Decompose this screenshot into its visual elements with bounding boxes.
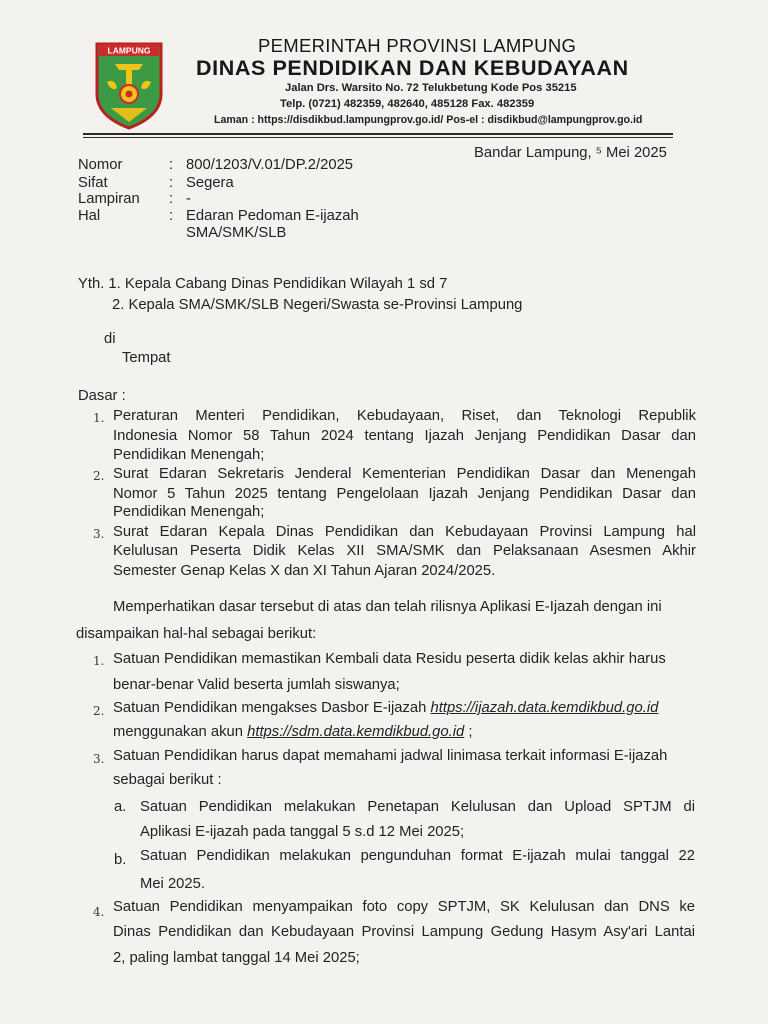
meta-colon: : xyxy=(169,208,174,224)
meta-label-sifat: Sifat xyxy=(78,175,108,191)
point-2-text: Satuan Pendidikan mengakses Dasbor E-ijazah xyxy=(113,700,431,716)
web-email-line: Laman : https://disdikbud.lampungprov.go.id/ Pos-el : disdikbud@lampungprov.go.id xyxy=(214,114,643,126)
point-4-line-1: Satuan Pendidikan menyampaikan foto copy SPTJM, SK Kelulusan dan DNS ke xyxy=(113,899,695,915)
list-letter: b. xyxy=(114,852,127,868)
phone-line: Telp. (0721) 482359, 482640, 485128 Fax. 482359 xyxy=(280,98,535,110)
meta-value-hal: Edaran Pedoman E-ijazah xyxy=(186,208,359,224)
letterhead-rule-thick xyxy=(83,133,673,135)
government-name: PEMERINTAH PROVINSI LAMPUNG xyxy=(258,35,577,56)
list-number: 3. xyxy=(93,752,105,766)
address-line: Jalan Drs. Warsito No. 72 Telukbetung Kode Pos 35215 xyxy=(285,82,577,94)
point-2-end: ; xyxy=(464,724,473,740)
meta-value-hal-line2: SMA/SMK/SLB xyxy=(186,225,287,241)
meta-value-lampiran: - xyxy=(186,191,191,207)
point-2-text-2: menggunakan akun xyxy=(113,724,248,740)
dasar-item-2-line-2: Nomor 5 Tahun 2025 tentang Pengelolaan Ijazah Jenjang Pendidikan Dasar dan xyxy=(113,486,696,502)
list-number: 2. xyxy=(93,704,105,718)
point-2-line-1 xyxy=(113,700,658,716)
agency-name: DINAS PENDIDIKAN DAN KEBUDAYAAN xyxy=(196,56,629,80)
letterhead-rule-thin xyxy=(83,137,673,138)
meta-label-nomor: Nomor xyxy=(78,157,123,173)
point-3b-line-2: Mei 2025. xyxy=(140,876,205,892)
sdm-account-link[interactable]: https://sdm.data.kemdikbud.go.id xyxy=(247,724,465,740)
point-1-line-1: Satuan Pendidikan memastikan Kembali data Residu peserta didik kelas akhir harus xyxy=(113,651,666,667)
list-number: 3. xyxy=(93,527,105,541)
point-3b-line-1: Satuan Pendidikan melakukan pengunduhan format E-ijazah mulai tanggal 22 xyxy=(140,848,695,864)
meta-label-hal: Hal xyxy=(78,208,101,224)
dasar-item-3-line-1: Surat Edaran Kepala Dinas Pendidikan dan Kebudayaan Provinsi Lampung hal xyxy=(113,524,696,540)
list-number: 2. xyxy=(93,469,105,483)
ijazah-dashboard-link[interactable]: https://ijazah.data.kemdikbud.go.id xyxy=(430,700,659,716)
list-number: 4. xyxy=(93,905,105,919)
list-letter: a. xyxy=(114,799,127,815)
lampung-coat-of-arms-logo xyxy=(93,38,165,130)
meta-label-lampiran: Lampiran xyxy=(78,191,140,207)
point-3a-line-2: Aplikasi E-ijazah pada tanggal 5 s.d 12 Mei 2025; xyxy=(140,824,465,840)
intro-line-1: Memperhatikan dasar tersebut di atas dan telah rilisnya Aplikasi E-Ijazah dengan ini xyxy=(113,599,662,615)
point-3-line-1: Satuan Pendidikan harus dapat memahami jadwal linimasa terkait informasi E-ijazah xyxy=(113,748,668,764)
meta-value-nomor: 800/1203/V.01/DP.2/2025 xyxy=(186,157,354,173)
dasar-item-2-line-3: Pendidikan Menengah; xyxy=(113,504,265,520)
dasar-item-1-line-2: Indonesia Nomor 58 Tahun 2024 tentang Ijazah Jenjang Pendidikan Dasar dan xyxy=(113,428,696,444)
list-number: 1. xyxy=(93,411,105,425)
dasar-heading: Dasar : xyxy=(78,388,126,404)
recipient-line-1: Yth. 1. Kepala Cabang Dinas Pendidikan Wilayah 1 sd 7 xyxy=(78,276,448,292)
intro-line-2: disampaikan hal-hal sebagai berikut: xyxy=(76,626,317,642)
recipient-tempat: Tempat xyxy=(122,350,171,366)
dasar-item-1-line-3: Pendidikan Menengah; xyxy=(113,447,265,463)
list-number: 1. xyxy=(93,654,105,668)
dasar-item-2-line-1: Surat Edaran Sekretaris Jenderal Kementerian Pendidikan Dasar dan Menengah xyxy=(113,466,696,482)
dasar-item-1-line-1: Peraturan Menteri Pendidikan, Kebudayaan, Riset, dan Teknologi Republik xyxy=(113,408,696,424)
meta-colon: : xyxy=(169,175,174,191)
dasar-item-3-line-3: Semester Genap Kelas X dan XI Tahun Ajaran 2024/2025. xyxy=(113,563,496,579)
point-4-line-2: Dinas Pendidikan dan Kebudayaan Provinsi Lampung Gedung Hasym Asy'ari Lantai xyxy=(113,924,695,940)
recipient-di: di xyxy=(104,331,116,347)
recipient-line-2: 2. Kepala SMA/SMK/SLB Negeri/Swasta se-Provinsi Lampung xyxy=(112,297,523,313)
point-4-line-3: 2, paling lambat tanggal 14 Mei 2025; xyxy=(113,950,360,966)
meta-value-sifat: Segera xyxy=(186,175,234,191)
meta-colon: : xyxy=(169,191,174,207)
point-3a-line-1: Satuan Pendidikan melakukan Penetapan Kelulusan dan Upload SPTJM di xyxy=(140,799,695,815)
meta-colon: : xyxy=(169,157,174,173)
point-1-line-2: benar-benar Valid beserta jumlah siswanya; xyxy=(113,677,400,693)
svg-text:LAMPUNG: LAMPUNG xyxy=(107,45,151,56)
point-2-line-2 xyxy=(113,724,473,740)
dasar-item-3-line-2: Kelulusan Peserta Didik Kelas XII SMA/SMK dan Pelaksanaan Asesmen Akhir xyxy=(113,543,696,559)
point-3-line-2: sebagai berikut : xyxy=(113,772,222,788)
place-date: Bandar Lampung, ⁵ Mei 2025 xyxy=(474,145,667,161)
